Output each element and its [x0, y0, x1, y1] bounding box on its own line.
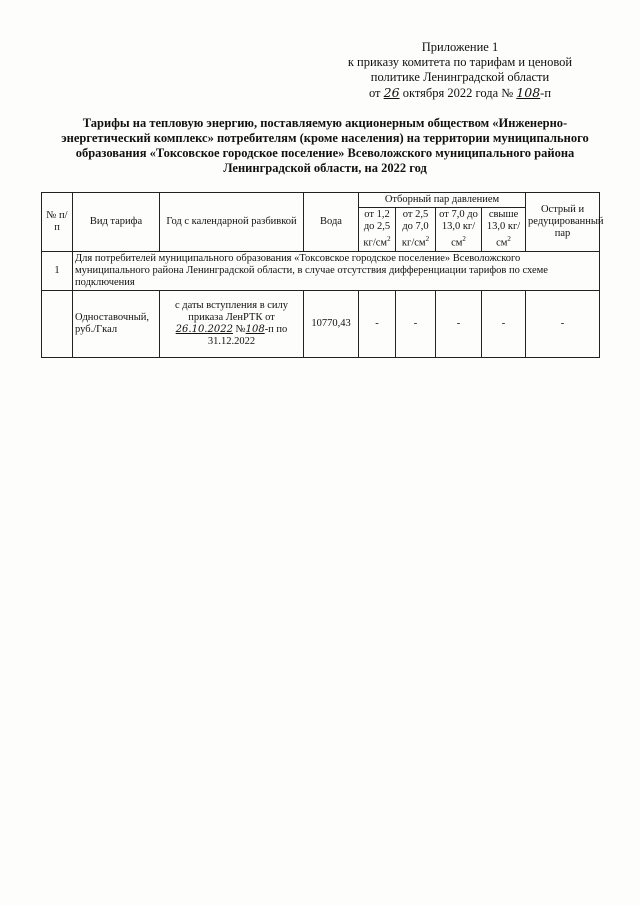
appendix-date-mid: октября 2022 года № [399, 86, 517, 100]
header-steam-group: Отборный пар давлением [359, 193, 526, 208]
appendix-date-suffix: -п [540, 86, 552, 100]
pressure-3-value: - [436, 290, 482, 357]
appendix-header [330, 40, 590, 101]
header-sharp-steam: Острый и редуцированный пар [526, 193, 600, 252]
pressure-1-value: - [359, 290, 396, 357]
appendix-line-2: к приказу комитета по тарифам и ценовой [347, 55, 573, 69]
pressure-4-value: - [482, 290, 526, 357]
table-row [42, 290, 600, 357]
period-cell: с даты вступления в силу приказа ЛенРТК от 26.10.2022 №108-п по 31.12.2022 [160, 290, 304, 357]
header-year: Год с календарной разбивкой [160, 193, 304, 252]
water-value: 10770,43 [304, 290, 359, 357]
header-pressure-1: от 1,2 до 2,5 $кг/см^2$ [359, 208, 396, 252]
appendix-line-3: политике Ленинградской области [370, 70, 550, 84]
sharp-steam-value: - [526, 290, 600, 357]
document-title: Тарифы на тепловую энергию, поставляемую акционерным обществом «Инженерно-энергетический комплекс» потребителям (кроме населения) на территории муниципального образования «Токсовское городское поселение» Всеволожского муниципального района Ленинградской области, на 2022 год [61, 116, 589, 175]
tariff-table [41, 192, 604, 358]
header-pressure-3: от 7,0 до 13,0 $кг/см^2$ [436, 208, 482, 252]
handwritten-order-number: 108 [516, 85, 541, 100]
handwritten-number: 108 [245, 323, 265, 335]
handwritten-date: 26.10.2022 [175, 323, 233, 335]
handwritten-day: 26 [383, 85, 400, 100]
appendix-date-prefix: от [368, 86, 384, 100]
pressure-2-value: - [396, 290, 436, 357]
header-pressure-2: от 2,5 до 7,0 $кг/см^2$ [396, 208, 436, 252]
row-description: Для потребителей муниципального образования «Токсовское городское поселение» Всеволожского муниципального района Ленинградской области, в случае отсутствия дифференциации тарифов по схеме подключения [73, 251, 600, 290]
header-tariff-type: Вид тарифа [73, 193, 160, 252]
row-number: 1 [42, 251, 73, 290]
header-water: Вода [304, 193, 359, 252]
appendix-line-4 [330, 85, 590, 101]
appendix-line-1: Приложение 1 [421, 40, 499, 54]
tariff-type-cell: Одноставочный, руб./Гкал [73, 290, 160, 357]
table-row [42, 251, 600, 290]
header-num: № п/п [42, 193, 73, 252]
empty-cell [42, 290, 73, 357]
header-row-1 [42, 193, 600, 208]
header-pressure-4: свыше 13,0 $кг/см^2$ [482, 208, 526, 252]
